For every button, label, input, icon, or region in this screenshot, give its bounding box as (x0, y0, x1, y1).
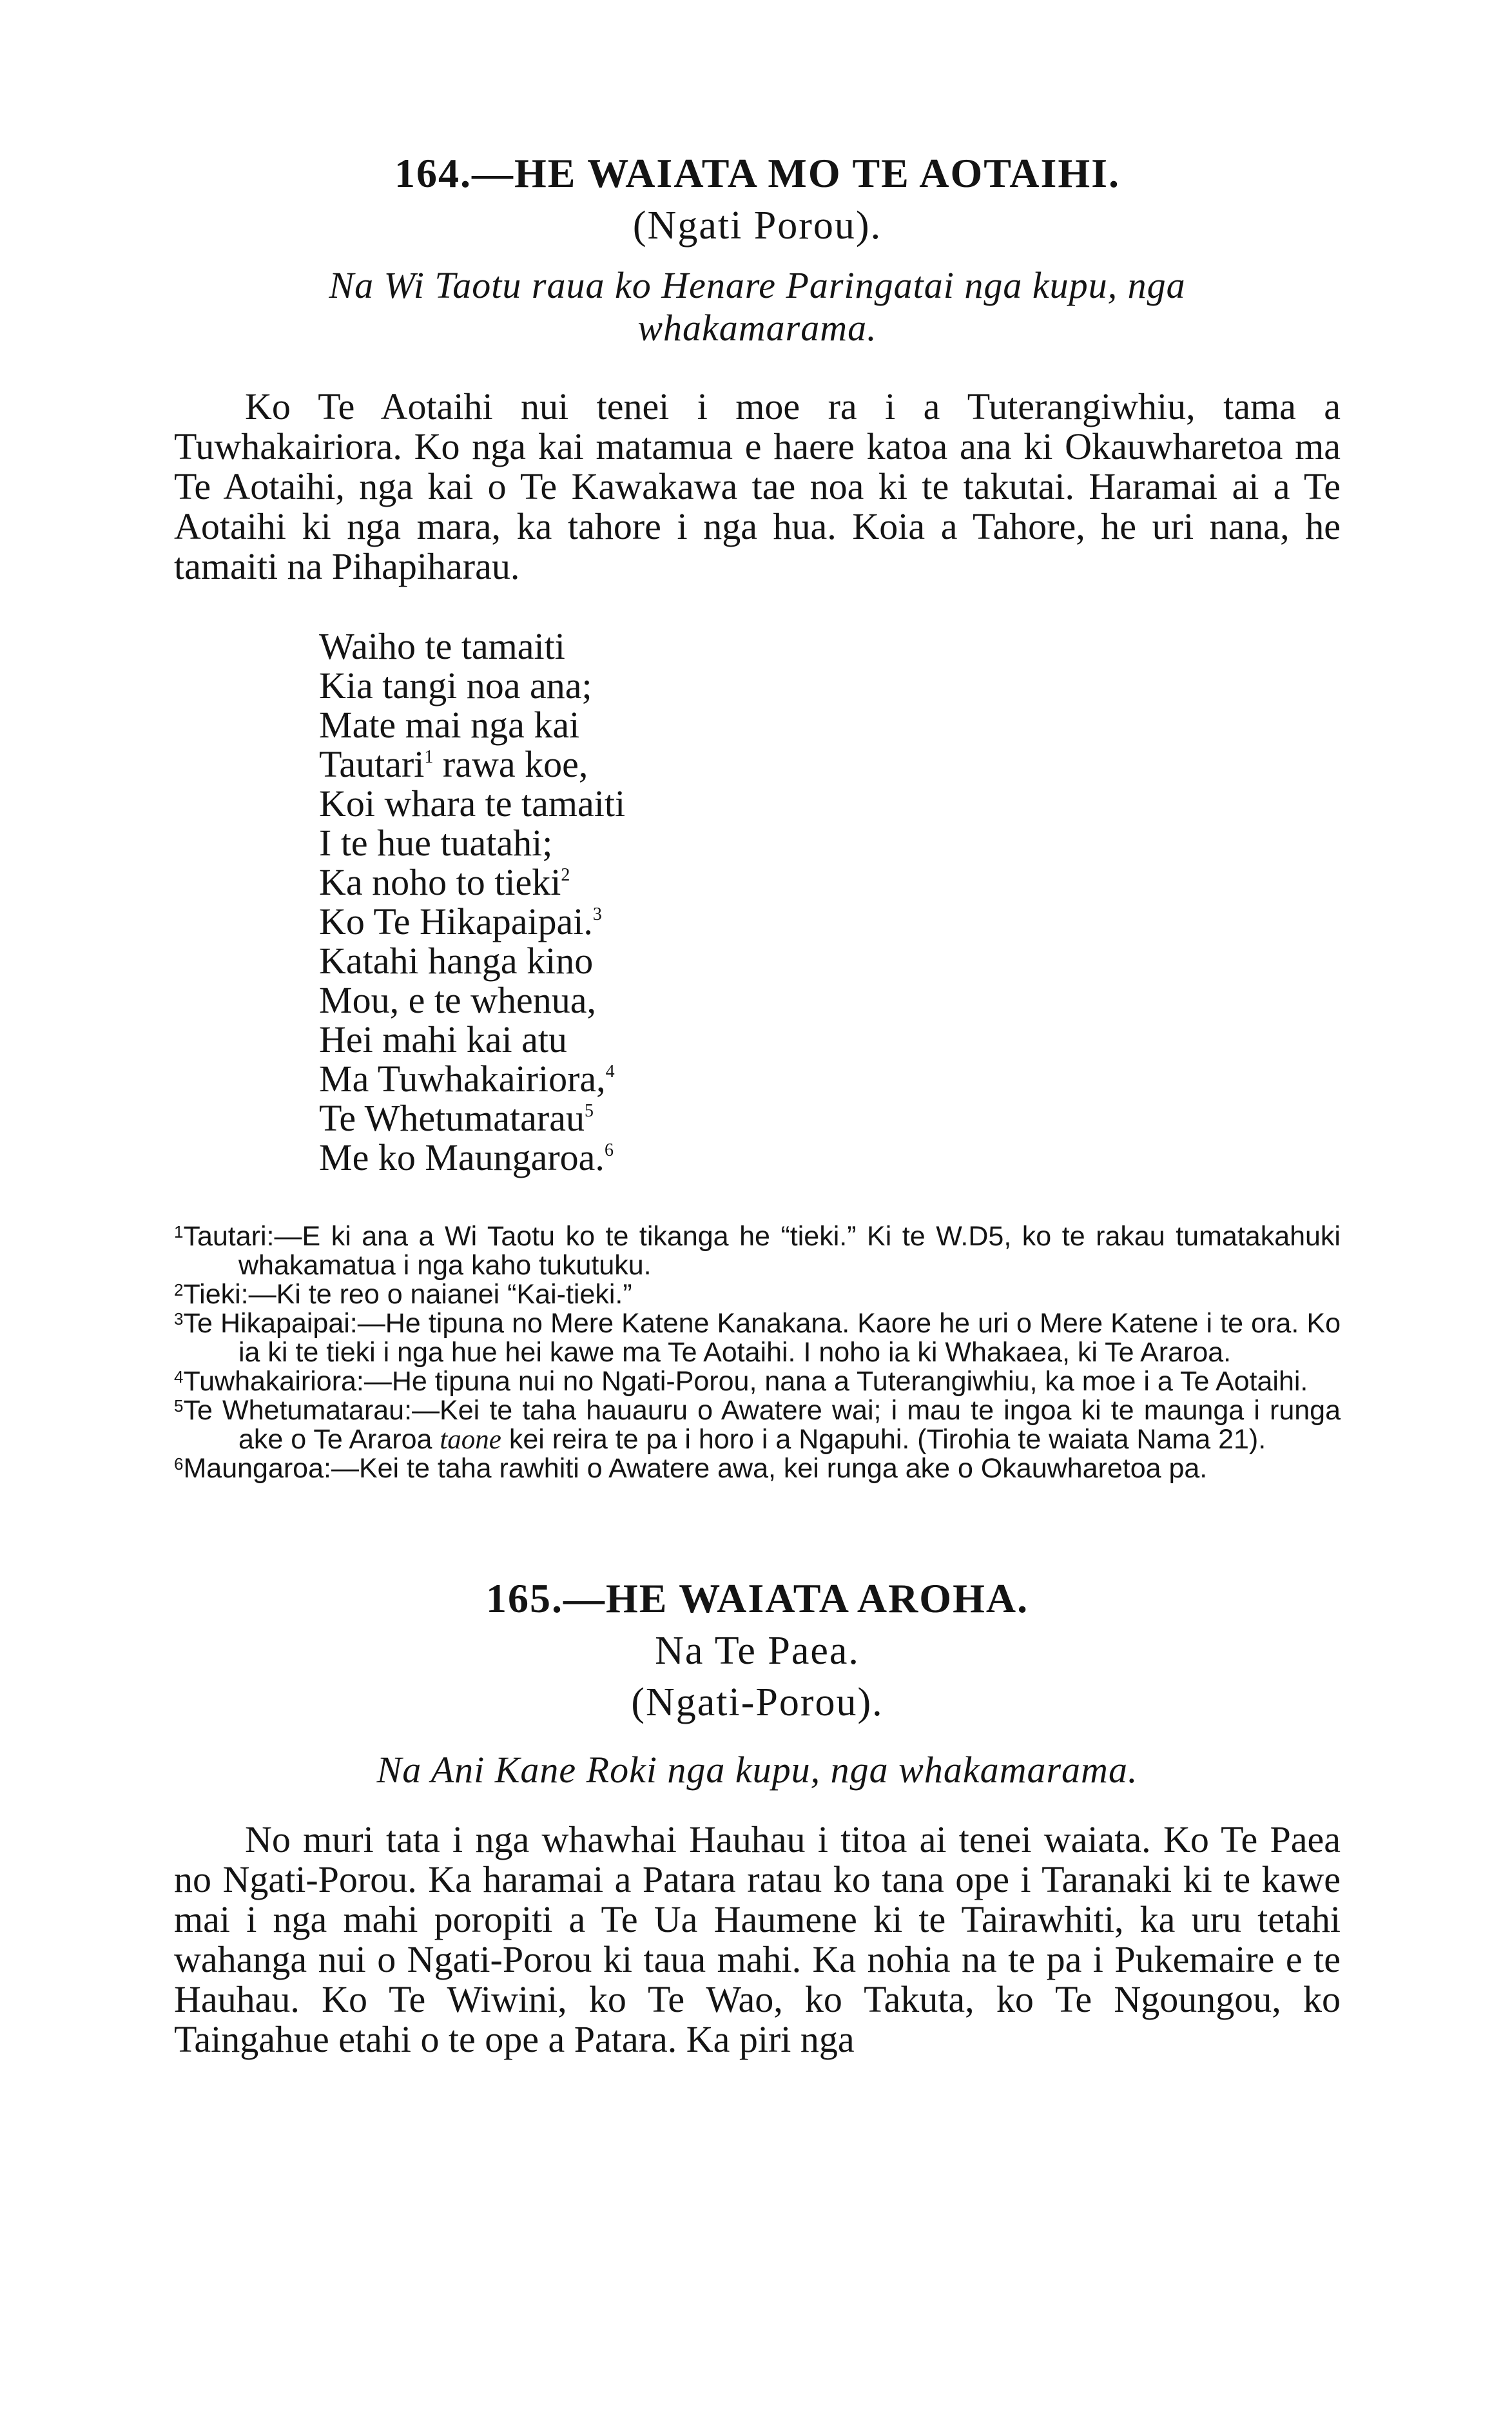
song-164-intro: Ko Te Aotaihi nui tenei i moe ra i a Tuterangiwhiu, tama a Tuwhakairiora. Ko nga kai matamua e haere katoa ana ki Okauwharetoa ma Te Aotaihi, nga kai o Te Kawakawa tae noa ki te takutai. Haramai ai a Te Aotaihi ki nga mara, ka tahore i nga hua. Koia a Tahore, he uri nana, he tamaiti na Pihapiharau. (174, 385, 1341, 587)
song-164-footnotes (174, 1222, 1341, 1483)
footnote: $^5$Te Whetumatarau:—Kei te taha hauauru o Awatere wai; i mau te ingoa ki te maunga i runga ake o Te Araroa taone kei reira te pa i horo i a Ngapuhi. (Tirohia te waiata Nama 21). (174, 1395, 1341, 1455)
poem-line: Ko Te Hikapaipai.$^3$ (319, 901, 602, 942)
footnote: $^2$Tieki:—Ki te reo o naianei “Kai-tieki.” (174, 1279, 632, 1310)
poem-line: Mou, e te whenua, (319, 979, 597, 1021)
poem-line: Ma Tuwhakairiora,$^4$ (319, 1058, 615, 1100)
song-164-credit: Na Wi Taotu raua ko Henare Paringatai nga kupu, nga whakamarama. (329, 264, 1186, 349)
document-page (174, 148, 1341, 2060)
song-165-intro: No muri tata i nga whawhai Hauhau i titoa ai tenei waiata. Ko Te Paea no Ngati-Porou. Ka haramai a Patara ratau ko tana ope i Taranaki ki te kawe mai i nga mahi poropiti a Te Ua Haumene ki te Tairawhiti, ka uru tetahi wahanga nui o Ngati-Porou ki taua mahi. Ka nohia na te pa i Pukemaire e te Hauhau. Ko Te Wiwini, ko Te Wao, ko Takuta, ko Te Ngoungou, ko Taingahue etahi o te ope a Patara. Ka piri nga (174, 1818, 1341, 2060)
poem-line: Hei mahi kai atu (319, 1018, 567, 1060)
footnote: $^1$Tautari:—E ki ana a Wi Taotu ko te tikanga he “tieki.” Ki te W.D5, ko te rakau tumatakahuki whakamatua i nga kaho tukutuku. (174, 1221, 1341, 1281)
footnote: $^3$Te Hikapaipai:—He tipuna no Mere Katene Kanakana. Kaore he uri o Mere Katene i te ora. Ko ia ki te tieki i nga hue hei kawe ma Te Aotaihi. I noho ia ki Whakaea, ki Te Araroa. (174, 1308, 1341, 1368)
song-164-poem (319, 627, 1341, 1177)
song-165 (174, 1573, 1341, 2060)
poem-line: Waiho te tamaiti (319, 625, 565, 667)
poem-line: Kia tangi noa ana; (319, 665, 592, 706)
poem-line: Te Whetumatarau$^5$ (319, 1097, 594, 1139)
footnote: $^6$Maungaroa:—Kei te taha rawhiti o Awatere awa, kei runga ake o Okauwharetoa pa. (174, 1453, 1208, 1484)
footnote-ref: 2 (561, 865, 570, 885)
poem-line: Me ko Maungaroa.$^6$ (319, 1136, 614, 1178)
poem-line: Ka noho to tieki$^2$ (319, 861, 570, 903)
footnote-ref: 3 (592, 904, 602, 924)
song-165-credit: Na Ani Kane Roki nga kupu, nga whakamarama. (376, 1749, 1138, 1791)
song-165-title: 165.—HE WAIATA AROHA. (485, 1575, 1029, 1621)
song-164-title: 164.—HE WAIATA MO TE AOTAIHI. (394, 150, 1121, 196)
footnote-ref: 1 (424, 747, 434, 767)
footnote-ref: 5 (584, 1101, 594, 1121)
footnote: $^4$Tuwhakairiora:—He tipuna nui no Ngati-Porou, nana a Tuterangiwhiu, ka moe i a Te Aotaihi. (174, 1366, 1308, 1397)
song-164-tribe: (Ngati Porou). (632, 204, 882, 248)
song-164 (174, 148, 1341, 1483)
footnote-ref: 4 (605, 1062, 615, 1082)
poem-line: I te hue tuatahi; (319, 822, 553, 864)
poem-line: Mate mai nga kai (319, 704, 580, 746)
footnote-ref: 6 (604, 1140, 614, 1160)
poem-line: Koi whara te tamaiti (319, 783, 626, 824)
song-165-author: Na Te Paea. (655, 1629, 860, 1673)
song-165-tribe: (Ngati-Porou). (631, 1680, 884, 1724)
poem-line: Katahi hanga kino (319, 940, 594, 982)
poem-line: Tautari$^1$ rawa koe, (319, 743, 588, 785)
